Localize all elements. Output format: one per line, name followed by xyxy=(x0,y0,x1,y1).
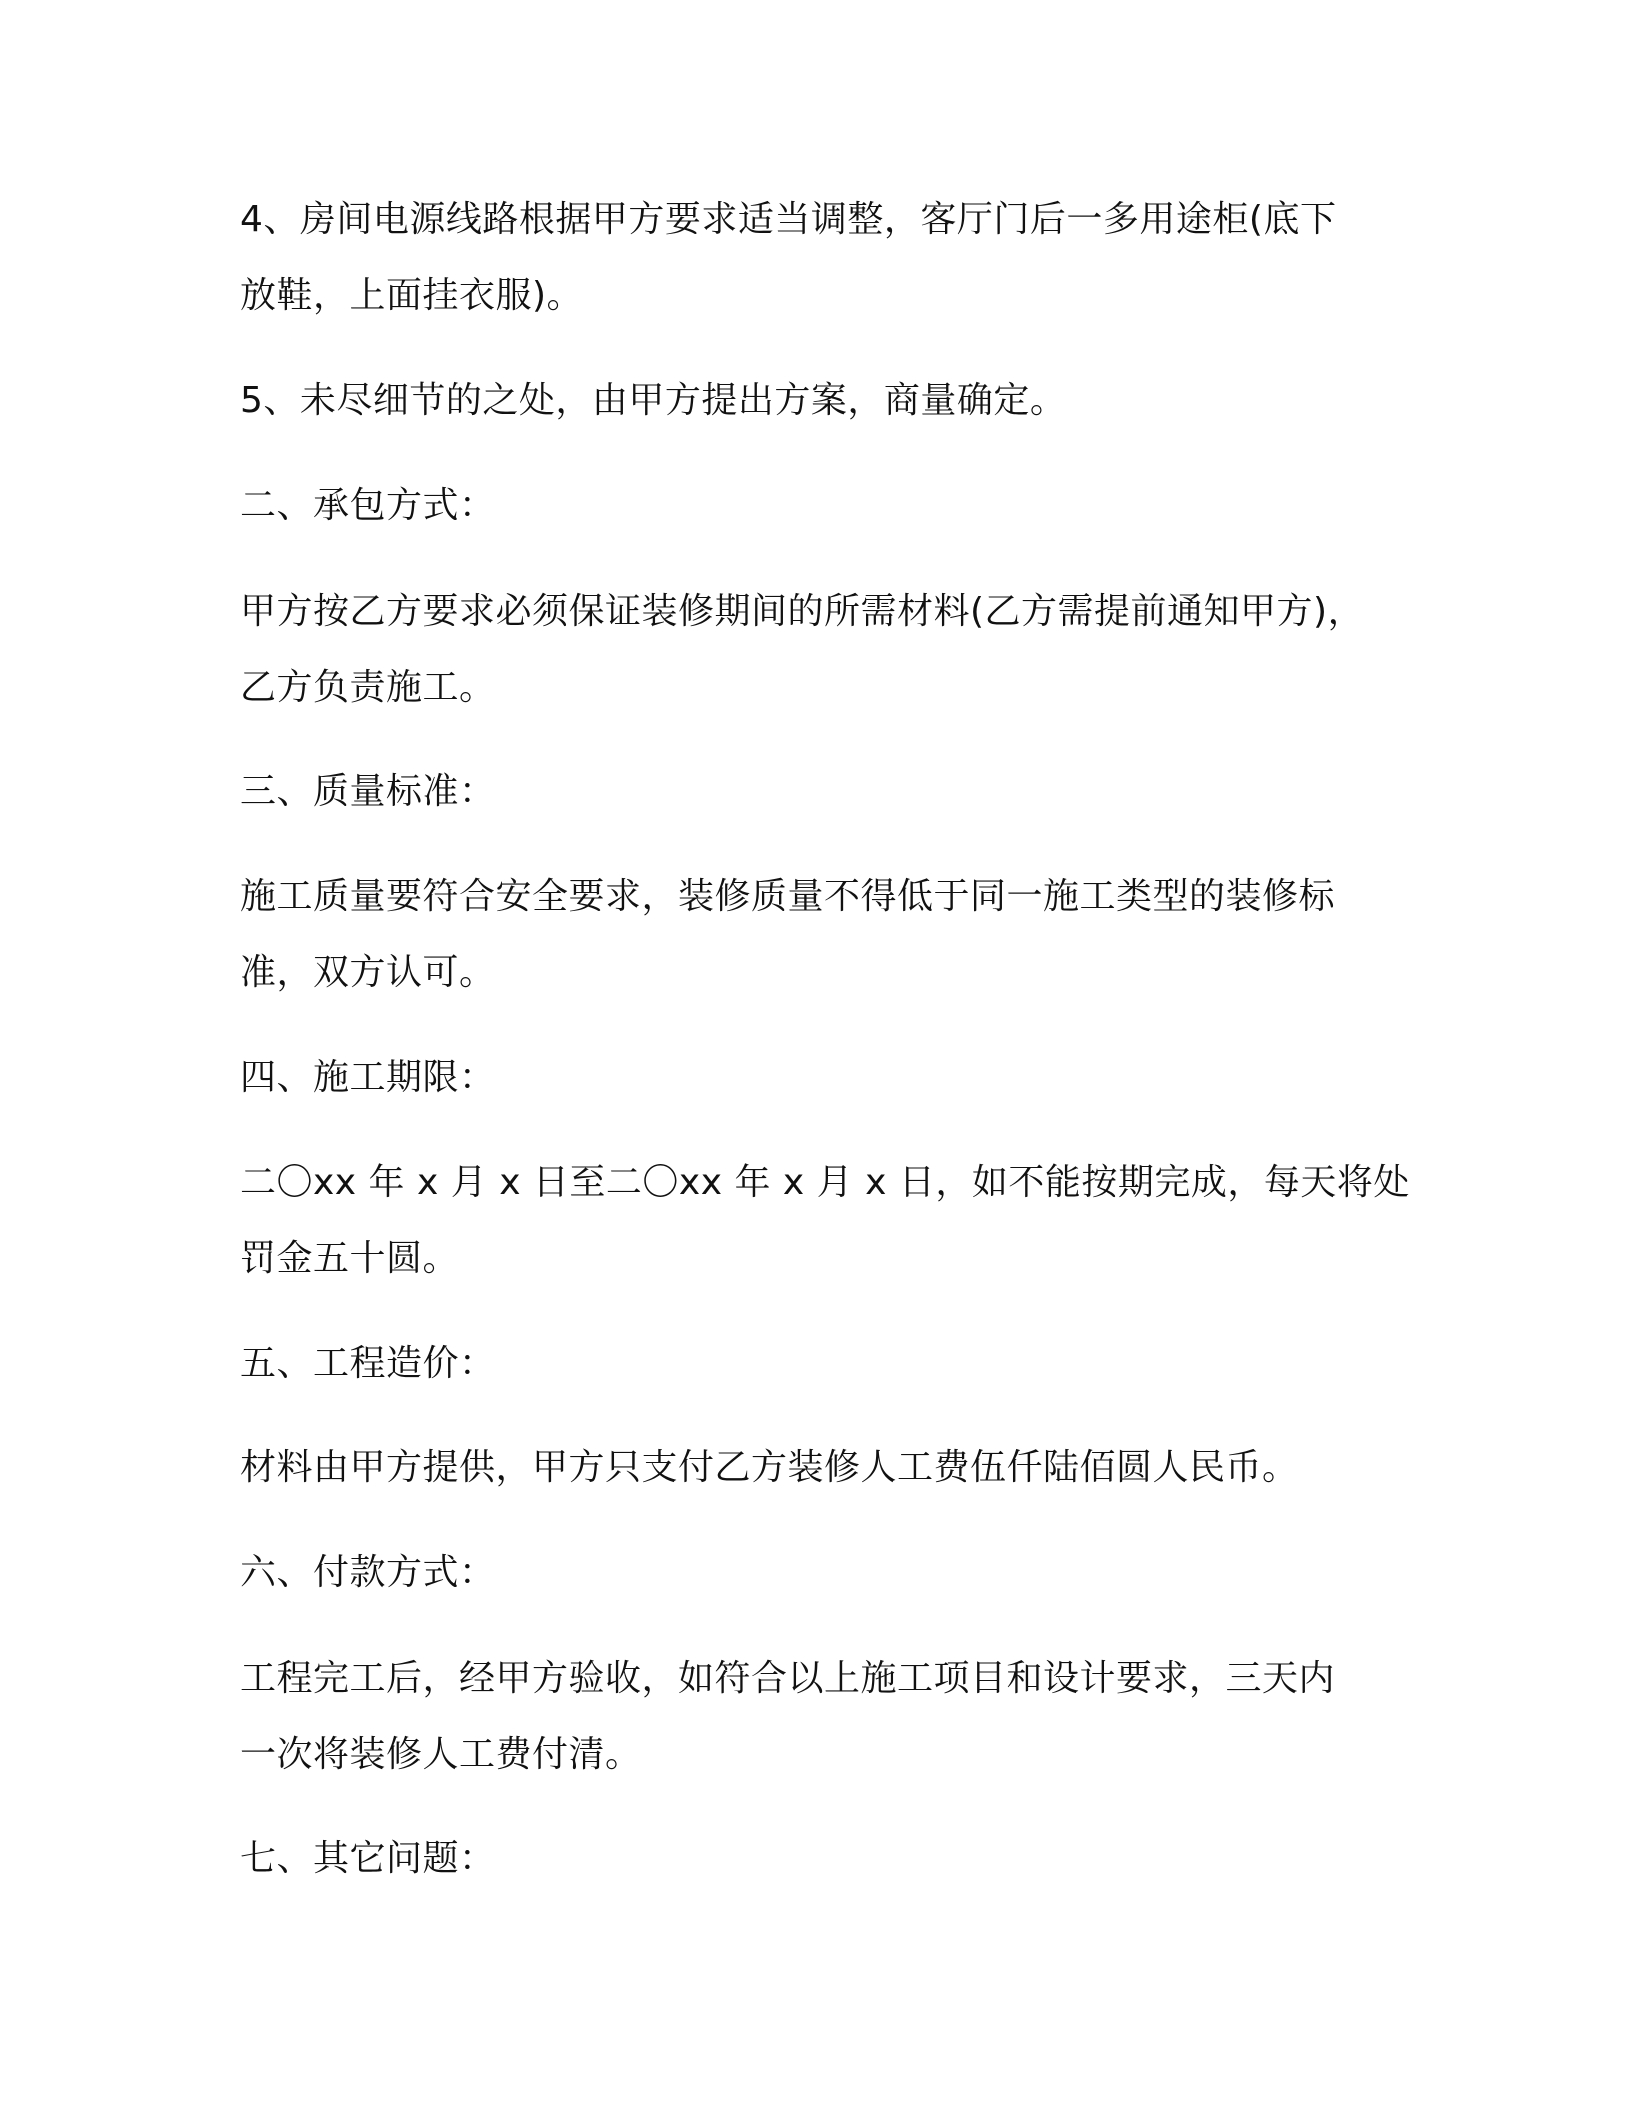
section-4-text-line-1: 二〇xx 年 x 月 x 日至二〇xx 年 x 月 x 日，如不能按期完成，每天将处 xyxy=(240,1162,1410,1203)
section-3-text-line-2: 准，双方认可。 xyxy=(240,952,496,993)
section-2-heading: 二、承包方式： xyxy=(240,485,496,526)
section-5-heading: 五、工程造价： xyxy=(240,1343,496,1384)
section-6-text-line-1: 工程完工后，经甲方验收，如符合以上施工项目和设计要求，三天内 xyxy=(240,1658,1336,1699)
section-6-text-line-2: 一次将装修人工费付清。 xyxy=(240,1734,642,1775)
item-4-text-line-1: 4、房间电源线路根据甲方要求适当调整，客厅门后一多用途柜(底下 xyxy=(240,199,1337,240)
section-4-heading: 四、施工期限： xyxy=(240,1057,496,1098)
section-5-text: 材料由甲方提供，甲方只支付乙方装修人工费伍仟陆佰圆人民币。 xyxy=(240,1447,1299,1488)
section-2-text-line-1: 甲方按乙方要求必须保证装修期间的所需材料(乙方需提前通知甲方)， xyxy=(240,591,1365,632)
section-2-text-line-2: 乙方负责施工。 xyxy=(240,667,496,708)
section-3-text-line-1: 施工质量要符合安全要求，装修质量不得低于同一施工类型的装修标 xyxy=(240,876,1336,917)
section-4-text-line-2: 罚金五十圆。 xyxy=(240,1238,460,1279)
section-7-heading: 七、其它问题： xyxy=(240,1838,496,1879)
item-5-text: 5、未尽细节的之处，由甲方提出方案，商量确定。 xyxy=(240,380,1067,421)
section-3-heading: 三、质量标准： xyxy=(240,771,496,812)
item-4-text-line-2: 放鞋，上面挂衣服)。 xyxy=(240,275,584,316)
section-6-heading: 六、付款方式： xyxy=(240,1552,496,1593)
